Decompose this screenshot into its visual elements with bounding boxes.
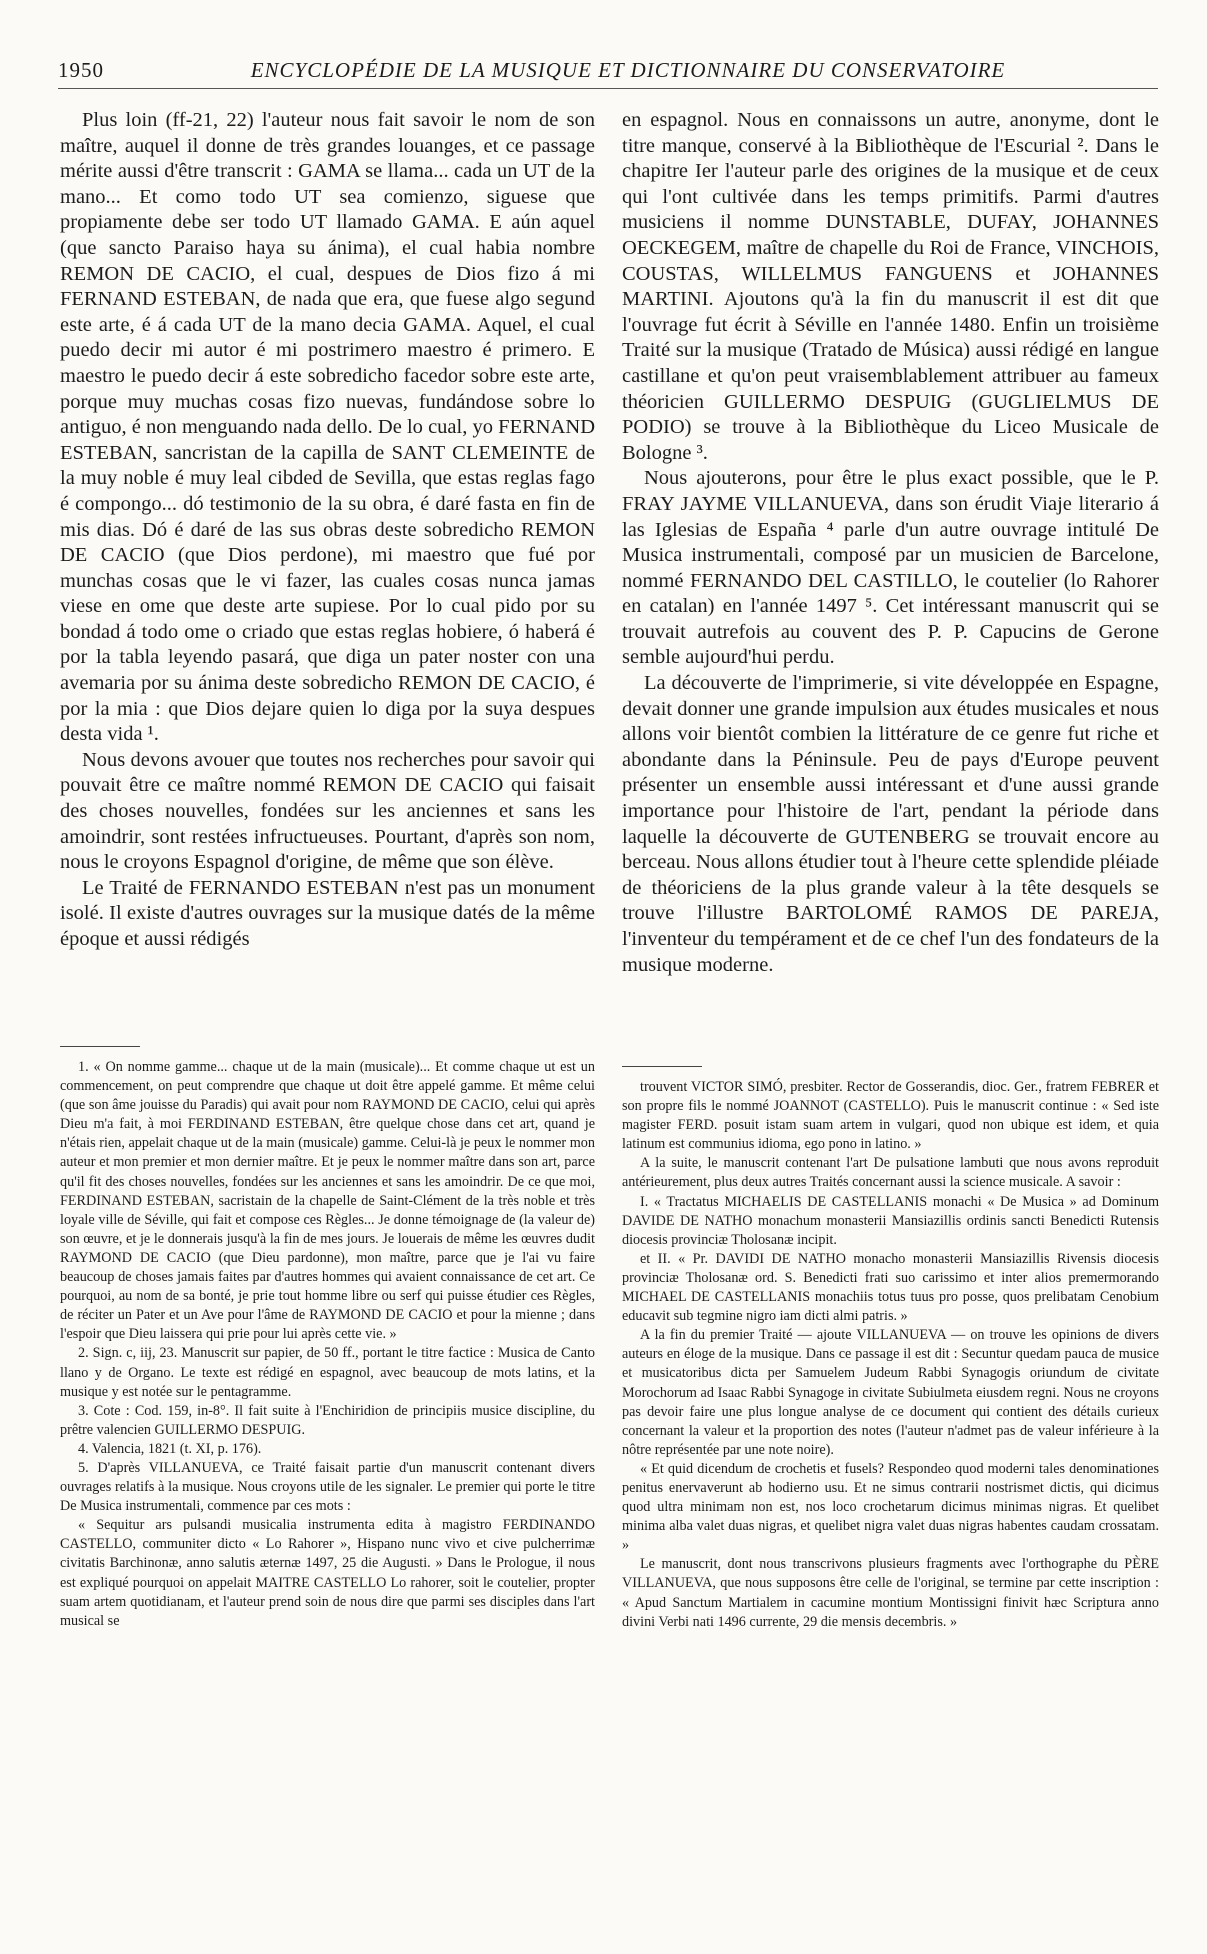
footnote: A la fin du premier Traité — ajoute VILLANUEVA — on trouve les opinions de divers auteurs en éloge de la musique. Dans ce passage il est dit : Secuntur quedam pauca de musice et musicatoribus dicta per Samuelem Judeum Rabbi Synagogis oriundum de civitate Morochorum ad Isaac Rabbi Synagoge in civitate Subiulmeta eiusdem regni. Nous ne croyons pas devoir faire une plus longue analyse de ce document qui contient des détails curieux concernant la valeur et la proportion des notes (l'auteur n'admet pas de valeur inférieure à la nôtre représentée par une note noire).: [622, 1327, 1159, 1458]
paragraph: Nous ajouterons, pour être le plus exact possible, que le P. FRAY JAYME VILLANUEVA, dans son érudit Viaje literario á las Iglesias de España ⁴ parle d'un autre ouvrage intitulé De Musica instrumentali, composé par un musicien de Barcelone, nommé FERNANDO DEL CASTILLO, le coutelier (lo Rahorer en catalan) en l'année 1497 ⁵. Cet intéressant manuscrit qui se trouvait autrefois au couvent des P. P. Capucins de Gerone semble aujourd'hui perdu.: [622, 467, 1159, 669]
footnote: et II. « Pr. DAVIDI DE NATHO monacho monasterii Mansiazillis Rivensis diocesis provinciæ Tholosanæ ord. S. Benedicti frati suo carissimo et inter alios premermorando MICHAEL DE CASTELLANIS monachiis totus tuus pro posse, quos prelibatam Cenobium educavit sub tegmine nigro iam dicti almi patris. »: [622, 1250, 1159, 1325]
footnote-separator: [622, 1066, 702, 1067]
footnote: 4. Valencia, 1821 (t. XI, p. 176).: [78, 1440, 262, 1457]
footnote: « Et quid dicendum de crochetis et fusels? Respondeo quod moderni tales denominationes penitus enervaverunt ab hodierno usu. Et ne simus contrarii nostrismet dictis, qui dicimus quod ultra minimam non est, nos loco crochetarum dicimus minimas nigras. Et quelibet minima alba valet duas nigras, et quelibet nigra valet duas nigras habentes caudam crossatam. »: [622, 1460, 1159, 1554]
footnote: I. « Tractatus MICHAELIS DE CASTELLANIS monachi « De Musica » ad Dominum DAVIDE DE NATHO monachum monasterii Mansiazillis ordinis sancti Benedicti Rutensis diocesis provinciæ Tholosanæ incipit.: [622, 1193, 1159, 1248]
footnote: 5. D'après VILLANUEVA, ce Traité faisait partie d'un manuscrit contenant divers ouvrages relatifs à la musique. Nous croyons utile de les signaler. Le premier qui porte le titre De Musica instrumentali, commence par ces mots :: [60, 1459, 595, 1515]
page-number: 1950: [58, 58, 104, 82]
header-rule: [58, 88, 1158, 89]
paragraph: Plus loin (ff-21, 22) l'auteur nous fait savoir le nom de son maître, auquel il donne de très grandes louanges, et ce passage mérite aussi d'être transcrit : GAMA se llama... cada un UT de la mano... Et como todo UT sea comienzo, siguese que propiamente debe ser todo UT llamado GAMA. E aún aquel (que sancto Paraiso haya su ánima), el cual habia nombre REMON DE CACIO, el cual, despues de Dios fizo á mi FERNAND ESTEBAN, de nada que era, que fuese algo segund este arte, é á cada UT de la mano decia GAMA. Aquel, el cual puedo decir mi autor é mi postrimero maestro é primero. E maestro le puedo decir á este sobredicho facedor sobre este arte, porque muy muchas cosas fizo nuevas, fundándose sobre lo antiguo, é non menguando nada dello. De lo cual, yo FERNAND ESTEBAN, sancristan de la capilla de SANT CLEMEINTE de la muy noble é muy leal cibded de Sevilla, que estas reglas fago é compongo... dó testimonio de la su obra, é daré fasta en fin de mis dias. Dó é daré de las sus obras deste sobredicho REMON DE CACIO (que Dios perdone), mi maestro que fué por munchas cosas que le vi fazer, las cuales cosas nunca jamas viese en ome que deste arte supiese. Por lo cual pido por su bondad á todo ome o criado que estas reglas hobiere, ó haberá é por la tabla leyendo pasará, que diga un pater noster con una avemaria por su ánima deste sobredicho REMON DE CACIO, é por la mia : que Dios dejare quien lo diga por la suya despues desta vida ¹.: [60, 109, 595, 746]
running-header: [58, 58, 1158, 88]
footnote: 2. Sign. c, iij, 23. Manuscrit sur papier, de 50 ff., portant le titre factice : Musica de Canto llano y de Organo. Le texte est rédigé en espagnol, avec beaucoup de mots latins, et la musique y est notée sur le pentagramme.: [60, 1345, 595, 1400]
footnote-separator: [60, 1046, 140, 1047]
left-footnotes: [60, 1058, 595, 1631]
left-column-text: [60, 108, 595, 953]
footnote: Le manuscrit, dont nous transcrivons plusieurs fragments avec l'orthographe du PÈRE VILLANUEVA, que nous supposons être celle de l'original, se termine par cette inscription : « Apud Sanctum Martialem in cacumine montium Montissigni finivit hæc Scriptura anno divini Verbi nati 1496 currente, 29 die mensis decembris. »: [622, 1556, 1159, 1630]
paragraph: Le Traité de FERNANDO ESTEBAN n'est pas un monument isolé. Il existe d'autres ouvrages sur la musique datés de la même époque et aussi rédigés: [60, 876, 595, 950]
footnote: A la suite, le manuscrit contenant l'art De pulsatione lambuti que nous avons reproduit antérieurement, plus deux autres Traités concernant aussi la science musicale. A savoir :: [622, 1155, 1159, 1191]
footnote: 1. « On nomme gamme... chaque ut de la main (musicale)... Et comme chaque ut est un commencement, on peut comprendre que chaque ut doit être appelé gamme. Et même celui (que son âme jouisse du Paradis) qui avait pour nom RAYMOND DE CACIO, celui qui après Dieu m'a fait, à moi FERDINAND ESTEBAN, être quelque chose dans cet art, quand je n'étais rien, appelait chaque ut de la main (musicale) gamme. Celui-là je peux le nommer mon auteur et mon premier et mon dernier maître. Et je peux le nommer maître dans son art, parce qu'il fit des choses nouvelles, fondées sur les anciennes et sans les amoindrir. De ce que moi, FERDINAND ESTEBAN, sacristain de la chapelle de Saint-Clément de la très noble et très loyale ville de Séville, qui fait et compose ces Règles... Je donne témoignage de (la valeur de) son œuvre, et je le donnerais jusqu'à la fin de mes jours. Je louerais de même les œuvres dudit RAYMOND DE CACIO (que Dieu pardonne), mon maître, parce que je l'ai vu faire beaucoup de choses jamais faites par d'autres hommes qui avaient connaissance de cet art. Ce pourquoi, au nom de sa bonté, je prie tout homme libre ou serf qui puisse étudier ces Règles, de réciter un Pater et un Ave pour l'âme de RAYMOND DE CACIO et pour la mienne ; dans l'espoir que Dieu laissera qui prie pour lui après cette vie. »: [60, 1059, 595, 1343]
paragraph: en espagnol. Nous en connaissons un autre, anonyme, dont le titre manque, conservé à la Bibliothèque de l'Escurial ². Dans le chapitre Ier l'auteur parle des origines de la musique et de ceux qui l'ont cultivée dans les temps primitifs. Parmi d'autres musiciens il nomme DUNSTABLE, DUFAY, JOHANNES OECKEGEM, maître de chapelle du Roi de France, VINCHOIS, COUSTAS, WILLELMUS FANGUENS et JOHANNES MARTINI. Ajoutons qu'à la fin du manuscrit il est dit que l'ouvrage fut écrit à Séville en l'année 1480. Enfin un troisième Traité sur la musique (Tratado de Música) aussi rédigé en langue castillane et qu'on peut vraisemblablement attribuer au fameux théoricien GUILLERMO DESPUIG (GUGLIELMUS DE PODIO) se trouve à la Bibliothèque du Liceo Musicale de Bologne ³.: [622, 109, 1159, 464]
footnote: « Sequitur ars pulsandi musicalia instrumenta edita à magistro FERDINANDO CASTELLO, communiter dicto « Lo Rahorer », Hispano nunc vivo et cive pulcherrimæ civitatis Barchinonæ, anno salutis æternæ 1497, 25 die Augusti. » Dans le Prologue, il nous est expliqué pourquoi on appelait MAITRE CASTELLO Lo rahorer, soit le coutelier, propter suam artem quotidianam, et l'auteur prend soin de nous dire que parmi ses disciples dans l'art musical se: [60, 1517, 595, 1629]
running-title: ENCYCLOPÉDIE DE LA MUSIQUE ET DICTIONNAIRE DU CONSERVATOIRE: [250, 58, 1006, 82]
right-column-text: [622, 108, 1159, 978]
footnote: 3. Cote : Cod. 159, in-8°. Il fait suite à l'Enchiridion de principiis musice discipline, du prêtre valencien GUILLERMO DESPUIG.: [60, 1402, 595, 1438]
footnote: trouvent VICTOR SIMÓ, presbiter. Rector de Gosserandis, dioc. Ger., fratrem FEBRER et son propre fils le nommé JOANNOT (CASTELLO). Puis le manuscrit continue : « Sed iste magister FERD. posuit istam suam artem in vulgari, quod non ubique est idem, et quia latinum est communius idioma, ego pono in latino. »: [622, 1079, 1159, 1153]
right-footnotes: [622, 1078, 1159, 1632]
paragraph: Nous devons avouer que toutes nos recherches pour savoir qui pouvait être ce maître nommé REMON DE CACIO qui faisait des choses nouvelles, fondées sur les anciennes et sans les amoindrir, sont restées infructueuses. Pourtant, d'après son nom, nous le croyons Espagnol d'origine, de même que son élève.: [60, 748, 595, 874]
paragraph: La découverte de l'imprimerie, si vite développée en Espagne, devait donner une grande impulsion aux études musicales et nous allons voir bientôt combien la littérature de ce genre fut riche et abondante dans la Péninsule. Peu de pays d'Europe peuvent présenter un ensemble aussi intéressant et d'une aussi grande importance pour l'histoire de l'art, pendant la période dans laquelle la découverte de GUTENBERG se trouvait encore au berceau. Nous allons étudier tout à l'heure cette splendide pléiade de théoriciens de la plus grande valeur à la tête desquels se trouve l'illustre BARTOLOMÉ RAMOS DE PAREJA, l'inventeur du tempérament et de ce chef l'un des fondateurs de la musique moderne.: [622, 672, 1159, 976]
